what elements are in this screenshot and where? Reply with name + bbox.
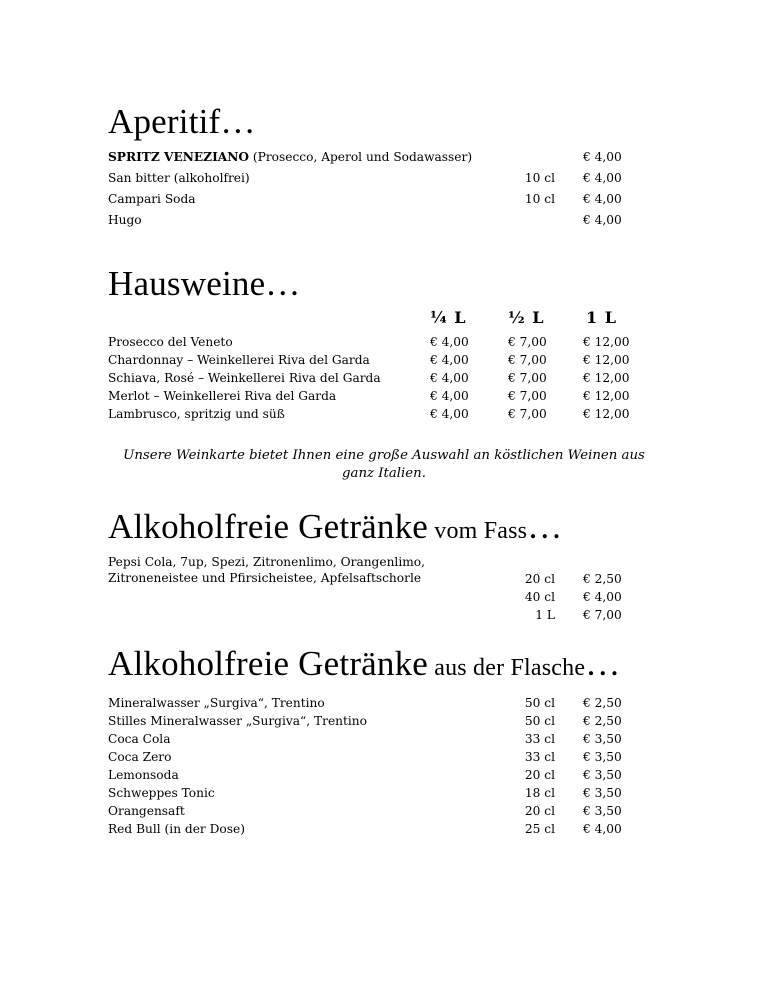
drink-name: Orangensaft (108, 804, 185, 818)
drink-size: 33 cl (524, 732, 555, 746)
item-price: € 7,00 (583, 608, 622, 622)
column-header-half-liter: ½ L (508, 308, 545, 327)
item-price: € 4,00 (583, 150, 622, 164)
drink-price: € 3,50 (583, 768, 622, 782)
drink-size: 20 cl (524, 768, 555, 782)
wine-price-quarter: € 4,00 (430, 335, 469, 349)
wine-card-note-line1: Unsere Weinkarte bietet Ihnen eine große Auswahl an köstlichen Weinen aus (123, 448, 645, 463)
item-name: (Prosecco, Aperol und Sodawasser) (249, 150, 473, 164)
drink-size: 25 cl (524, 822, 555, 836)
drink-size: 50 cl (524, 714, 555, 728)
wine-price-quarter: € 4,00 (430, 371, 469, 385)
wine-price-liter: € 12,00 (583, 407, 630, 421)
item-name: Campari Soda (108, 192, 196, 206)
section-title-fass (108, 507, 562, 551)
drink-name: Mineralwasser „Surgiva“, Trentino (108, 696, 325, 710)
item-price: € 4,00 (583, 192, 622, 206)
wine-name: Schiava, Rosé – Weinkellerei Riva del Garda (108, 371, 381, 385)
drink-name: Coca Cola (108, 732, 171, 746)
drink-price: € 3,50 (583, 732, 622, 746)
wine-price-quarter: € 4,00 (430, 353, 469, 367)
wine-price-half: € 7,00 (508, 407, 547, 421)
wine-price-half: € 7,00 (508, 389, 547, 403)
title-main: Alkoholfreie Getränke (108, 644, 429, 683)
column-header-liter: 1 L (586, 308, 617, 327)
drink-price: € 3,50 (583, 786, 622, 800)
drink-price: € 3,50 (583, 804, 622, 818)
item-price: € 4,00 (583, 213, 622, 227)
wine-price-half: € 7,00 (508, 353, 547, 367)
item-price: € 4,00 (583, 590, 622, 604)
title-small: aus der Flasche (428, 655, 586, 681)
title-dots: … (585, 644, 621, 683)
wine-name: Lambrusco, spritzig und süß (108, 407, 285, 421)
wine-price-quarter: € 4,00 (430, 389, 469, 403)
drink-price: € 4,00 (583, 822, 622, 836)
wine-price-half: € 7,00 (508, 371, 547, 385)
drink-size: 50 cl (524, 696, 555, 710)
drink-price: € 2,50 (583, 696, 622, 710)
item-price: € 4,00 (583, 171, 622, 185)
drink-price: € 3,50 (583, 750, 622, 764)
wine-name: Chardonnay – Weinkellerei Riva del Garda (108, 353, 370, 367)
item-size: 20 cl (524, 572, 555, 586)
drink-name: Schweppes Tonic (108, 786, 215, 800)
drink-name: Stilles Mineralwasser „Surgiva“, Trentino (108, 714, 367, 728)
item-price: € 2,50 (583, 572, 622, 586)
section-title-aperitif: Aperitif… (108, 102, 256, 141)
item-size: 40 cl (524, 590, 555, 604)
drink-name: Coca Zero (108, 750, 172, 764)
section-title-hausweine: Hausweine… (108, 264, 301, 303)
wine-name: Prosecco del Veneto (108, 335, 233, 349)
wine-price-quarter: € 4,00 (430, 407, 469, 421)
item-name: San bitter (alkoholfrei) (108, 171, 250, 185)
drink-size: 20 cl (524, 804, 555, 818)
drink-name: Lemonsoda (108, 768, 179, 782)
wine-name: Merlot – Weinkellerei Riva del Garda (108, 389, 337, 403)
list-item (108, 148, 472, 166)
column-header-quarter-liter: ¼ L (430, 308, 467, 327)
fass-description-line2: Zitroneneistee und Pfirsicheistee, Apfelsaftschorle (108, 571, 422, 585)
item-size: 1 L (535, 608, 555, 622)
title-small: vom Fass (428, 518, 528, 544)
fass-description-line1: Pepsi Cola, 7up, Spezi, Zitronenlimo, Orangenlimo, (108, 555, 425, 569)
wine-price-liter: € 12,00 (583, 371, 630, 385)
title-main: Alkoholfreie Getränke (108, 507, 429, 546)
wine-price-liter: € 12,00 (583, 353, 630, 367)
drink-price: € 2,50 (583, 714, 622, 728)
wine-price-liter: € 12,00 (583, 335, 630, 349)
section-title-flasche (108, 644, 620, 688)
wine-price-half: € 7,00 (508, 335, 547, 349)
drink-size: 18 cl (524, 786, 555, 800)
drink-size: 33 cl (524, 750, 555, 764)
item-size: 10 cl (524, 171, 555, 185)
drink-name: Red Bull (in der Dose) (108, 822, 245, 836)
item-name: Hugo (108, 213, 142, 227)
wine-price-liter: € 12,00 (583, 389, 630, 403)
item-name-bold: SPRITZ VENEZIANO (108, 150, 249, 164)
wine-card-note-line2: ganz Italien. (342, 466, 426, 481)
title-dots: … (527, 507, 563, 546)
item-size: 10 cl (524, 192, 555, 206)
